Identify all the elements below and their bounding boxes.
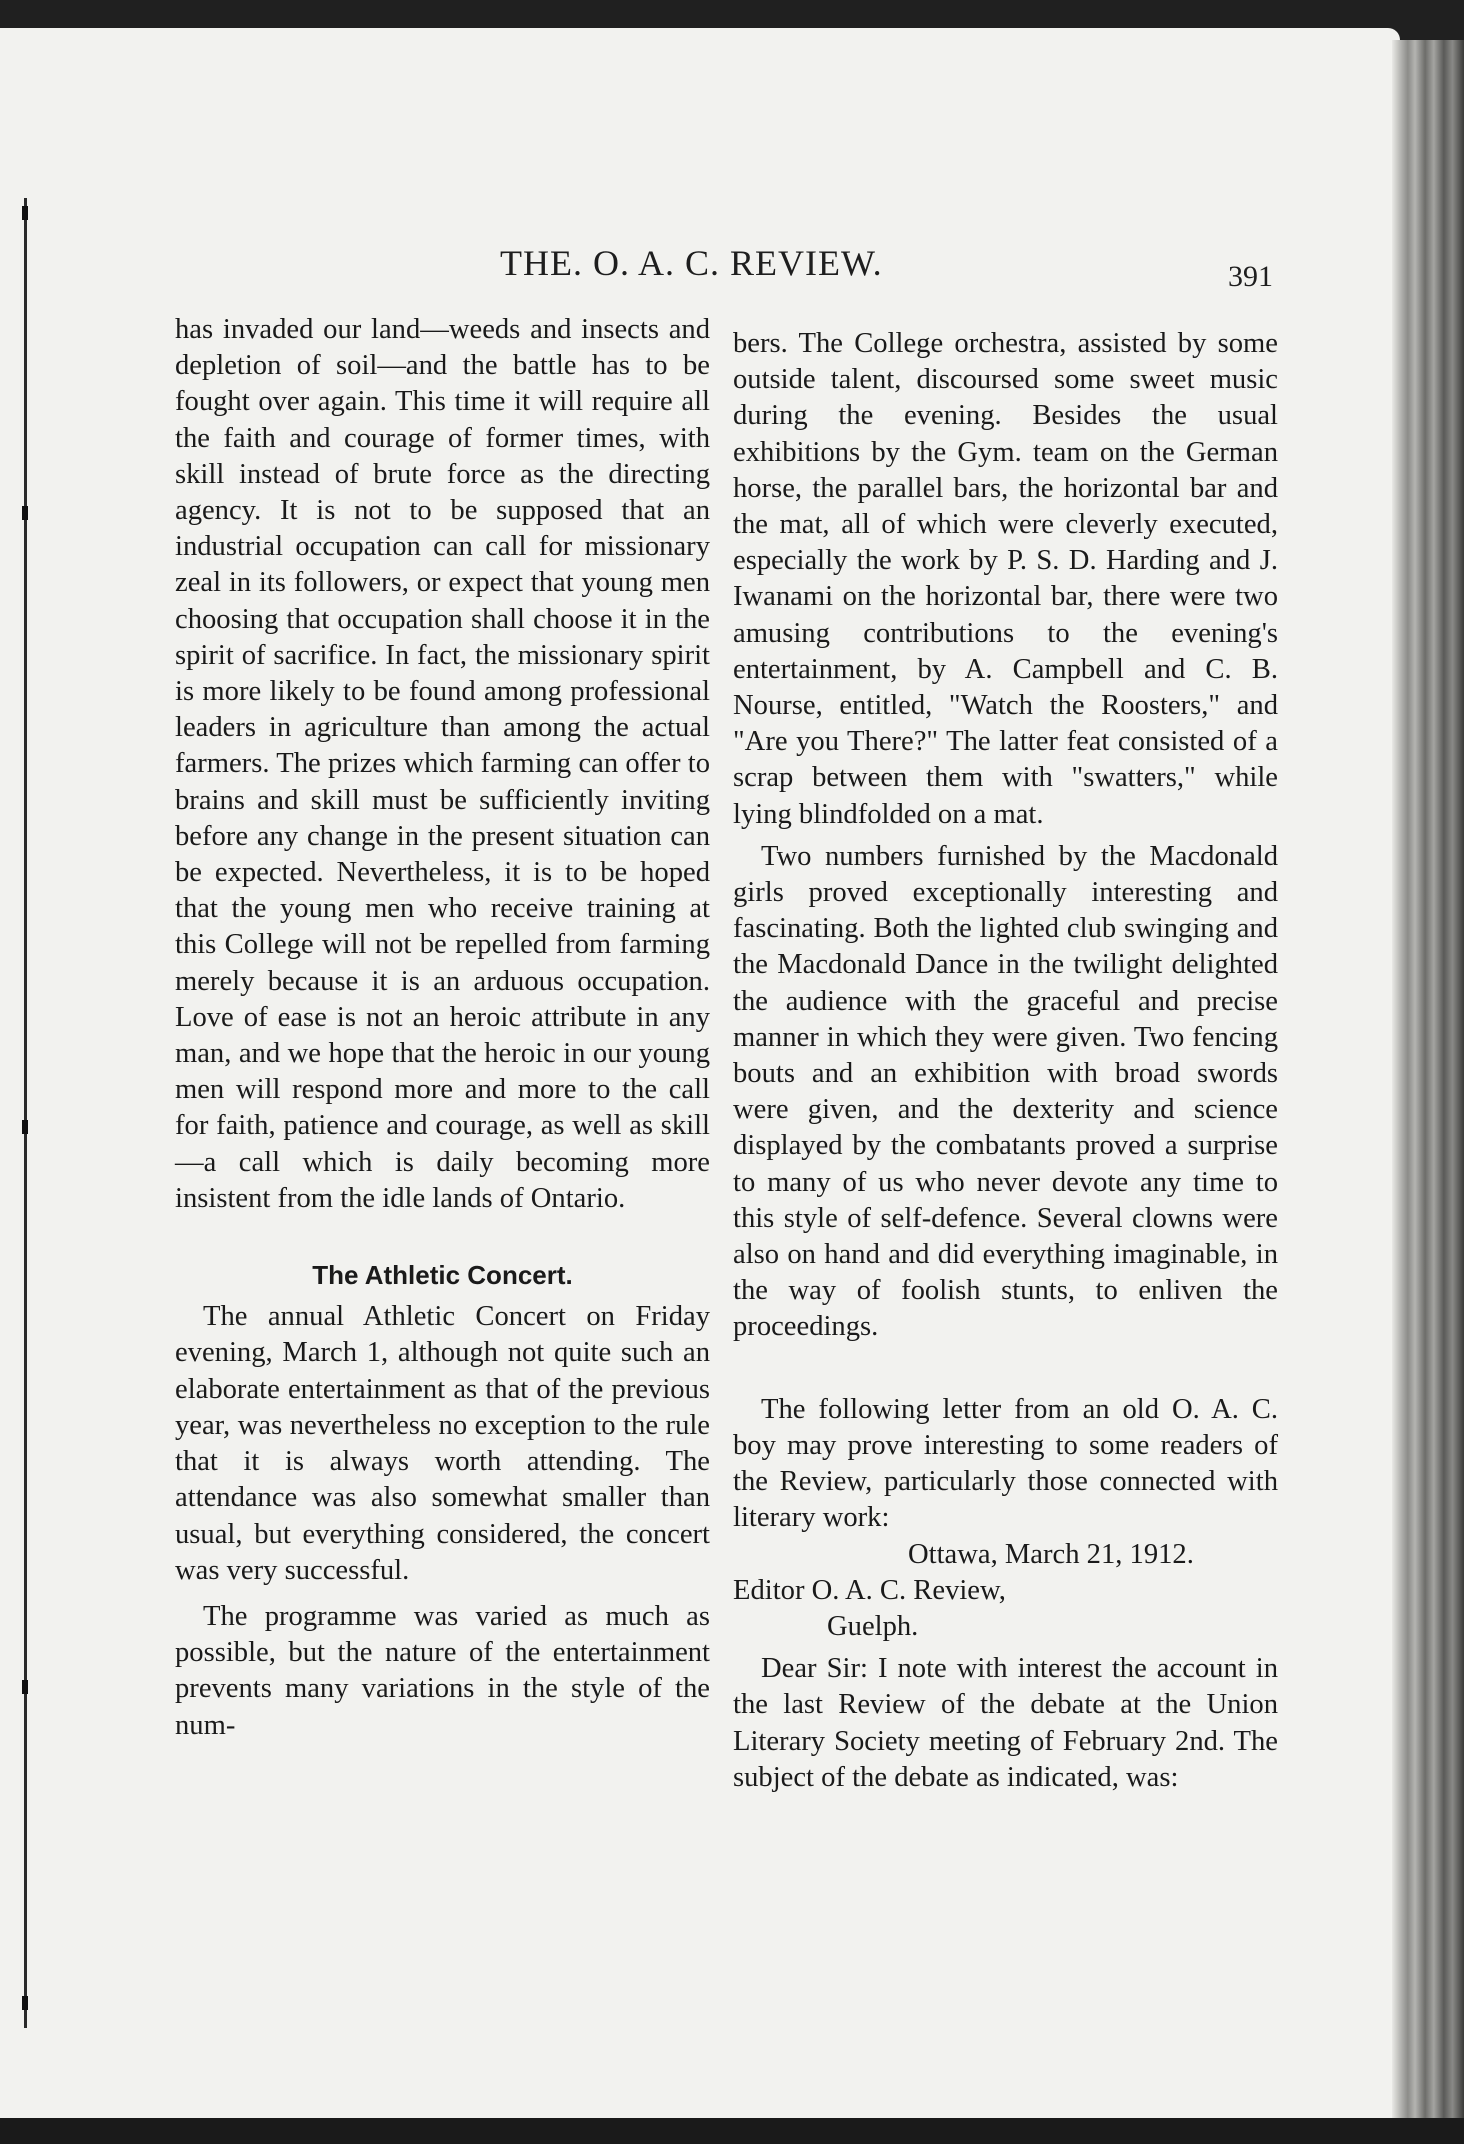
binding-mark — [22, 1120, 28, 1134]
binding-mark — [22, 506, 28, 520]
binding-mark — [22, 206, 28, 220]
binding-mark — [22, 1680, 28, 1694]
binding-gutter-line — [24, 198, 27, 2028]
binding-mark — [22, 1996, 28, 2010]
left-paragraph: has invaded our land—weeds and insects and depletion of soil—and the battle has to be fought over again. This time it will require all the faith and courage of former times, with skill instead of brute force as the directing agency. It is not to be supposed that an industrial occupation can call for missionary zeal in its followers, or expect that young men choosing that occupation shall choose it in the spirit of sacrifice. In fact, the missionary spirit is more likely to be found among professional leaders in agriculture than among the actual farmers. The prizes which farming can offer to brains and skill must be sufficiently inviting before any change in the present situation can be expected. Nevertheless, it is to be hoped that the young men who receive training at this College will not be repelled from farming merely because it is an arduous occupation. Love of ease is not an heroic attribute in any man, and we hope that the heroic in our young men will respond more and more to the call for faith, patience and courage, as well as skill—a call which is daily becoming more insistent from the idle lands of Ontario. — [175, 314, 710, 1214]
left-text-column — [175, 312, 710, 1744]
letter-city: Guelph. — [827, 1610, 919, 1642]
right-paragraph: bers. The College orchestra, assisted by some outside talent, discoursed some sweet music during the evening. Besides the usual exhibitions by the Gym. team on the German horse, the parallel bars, the horizontal bar and the mat, all of which were cleverly executed, especially the work by P. S. D. Harding and J. Iwanami on the horizontal bar, there were two amusing contributions to the evening's entertainment, by A. Campbell and C. B. Nourse, entitled, "Watch the Roosters," and "Are you There?" The latter feat consisted of a scrap between them with "swatters," while lying blindfolded on a mat. — [733, 328, 1278, 830]
scan-bottom-border — [0, 2118, 1464, 2144]
letter-addressee: Editor O. A. C. Review, — [733, 1574, 1006, 1606]
page-number: 391 — [1228, 260, 1273, 293]
left-paragraph: The annual Athletic Concert on Friday evening, March 1, although not quite such an elaborate entertainment as that of the previous year, was nevertheless no exception to the rule that it is always worth attending. The attendance was also somewhat smaller than usual, but everything considered, the concert was very successful. — [175, 1301, 710, 1586]
left-paragraph: The programme was varied as much as possible, but the nature of the entertainment prevents many variations in the style of the num- — [175, 1600, 710, 1741]
right-text-column — [733, 326, 1278, 1796]
letter-body: Dear Sir: I note with interest the account in the last Review of the debate at the Union Literary Society meeting of February 2nd. The subject of the debate as indicated, was: — [733, 1653, 1278, 1793]
section-heading: The Athletic Concert. — [312, 1260, 573, 1291]
right-paragraph: Two numbers furnished by the Macdonald girls proved exceptionally interesting and fascinating. Both the lighted club swinging and the Macdonald Dance in the twilight delighted the audience with the graceful and precise manner in which they were given. Two fencing bouts and an exhibition with broad swords were given, and the dexterity and science displayed by the combatants proved a surprise to many of us who never devote any time to this style of self-defence. Several clowns were also on hand and did everything imaginable, in the way of foolish stunts, to enliven the proceedings. — [733, 840, 1278, 1343]
running-head-title: THE. O. A. C. REVIEW. — [500, 243, 883, 283]
letter-dateline: Ottawa, March 21, 1912. — [908, 1538, 1194, 1570]
book-page — [0, 28, 1400, 2124]
right-paragraph: The following letter from an old O. A. C. boy may prove interesting to some readers of the Review, particularly those connected with literary work: — [733, 1393, 1278, 1534]
book-page-edges — [1392, 40, 1464, 2120]
